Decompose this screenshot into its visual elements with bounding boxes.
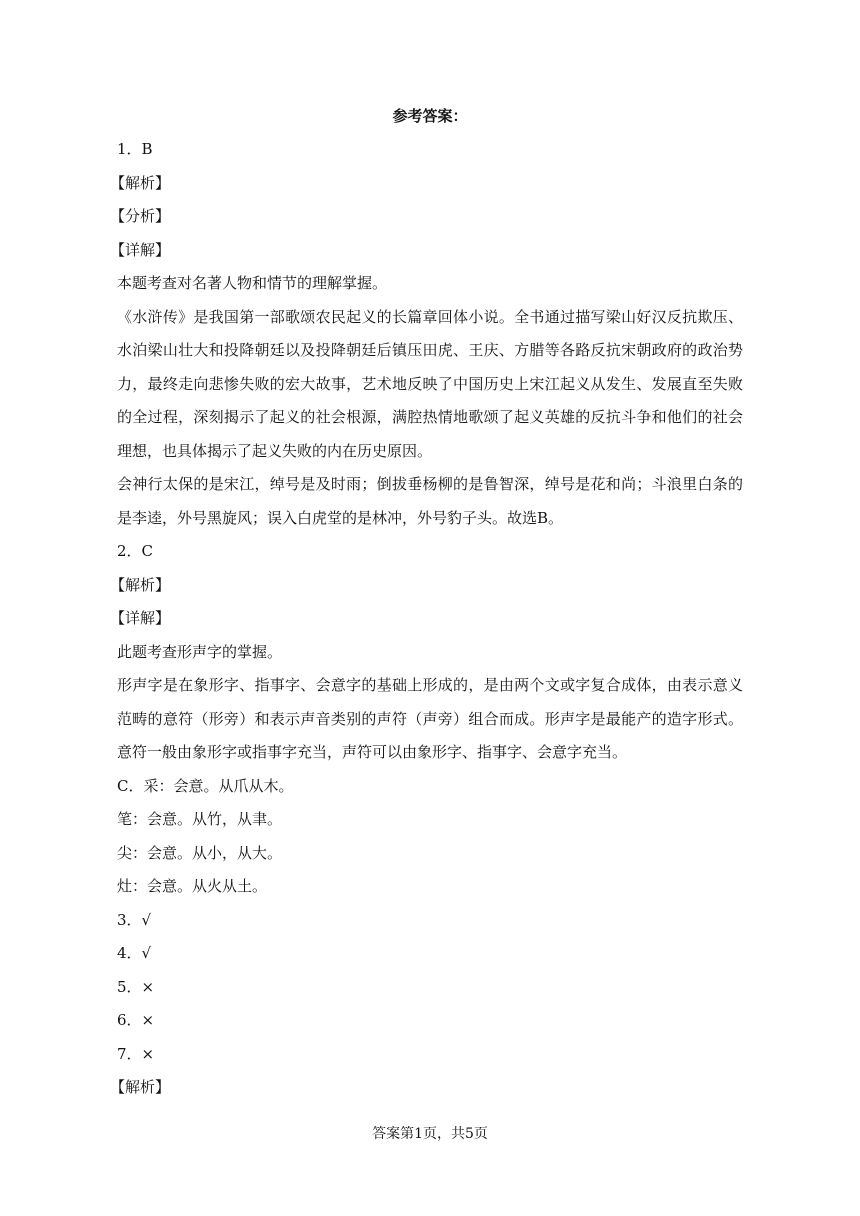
q2-char-2: 笔：会意。从竹，从聿。 [117,810,283,828]
page-footer: 答案第1页，共5页 [372,1126,488,1142]
q2-answer: 2．C [117,542,154,560]
answer-7: 7．× [117,1044,155,1063]
answer-3: 3．√ [117,910,152,929]
q2-char-4: 灶：会意。从火从土。 [117,877,268,895]
q1-fenxi-label: 【分析】 [110,207,171,225]
q1-detail-label: 【详解】 [110,240,171,259]
answer-5: 5．× [117,977,155,996]
q1-paragraph-1: 《水浒传》是我国第一部歌颂农民起义的长篇章回体小说。全书通过描写梁山好汉反抗欺压、水泊梁山壮大和投降朝廷以及投降朝廷后镇压田虎、王庆、方腊等各路反抗宋朝政府的政治势力，最终走向悲惨失败的宏大故事，艺术地反映了中国历史上宋江起义从发生、发展直至失败的全过程，深刻揭示了起义的社会根源，满腔热情地歌颂了起义英雄的反抗斗争和他们的社会理想，也具体揭示了起义失败的内在历史原因。 [117,307,743,460]
q1-analysis-label: 【解析】 [110,173,171,192]
answer-content [110,133,743,1105]
q2-analysis-label: 【解析】 [110,575,171,594]
q1-paragraph-2: 会神行太保的是宋江，绰号是及时雨；倒拔垂杨柳的是鲁智深，绰号是花和尚；斗浪里白条的是李逵，外号黑旋风；误入白虎堂的是林冲，外号豹子头。故选B。 [117,475,743,527]
q2-intro: 此题考查形声字的掌握。 [117,642,283,661]
q2-detail-label: 【详解】 [110,609,171,627]
page-title: 参考答案： [392,107,468,125]
q1-intro: 本题考查对名著人物和情节的理解掌握。 [117,274,388,292]
answer-6: 6．× [117,1011,155,1029]
q2-char-3: 尖：会意。从小，从大。 [117,843,283,862]
q2-paragraph-1: 形声字是在象形字、指事字、会意字的基础上形成的，是由两个文或字复合成体，由表示意义范畴的意符（形旁）和表示声音类别的声符（声旁）组合而成。形声字是最能产的造字形式。意符一般由象形字或指事字充当，声符可以由象形字、指事字、会意字充当。 [117,676,743,761]
q1-answer: 1．B [117,140,153,158]
q2-char-1: C．采：会意。从爪从木。 [117,776,294,795]
answer-4: 4．√ [117,944,152,962]
q7-analysis-label: 【解析】 [110,1078,171,1096]
